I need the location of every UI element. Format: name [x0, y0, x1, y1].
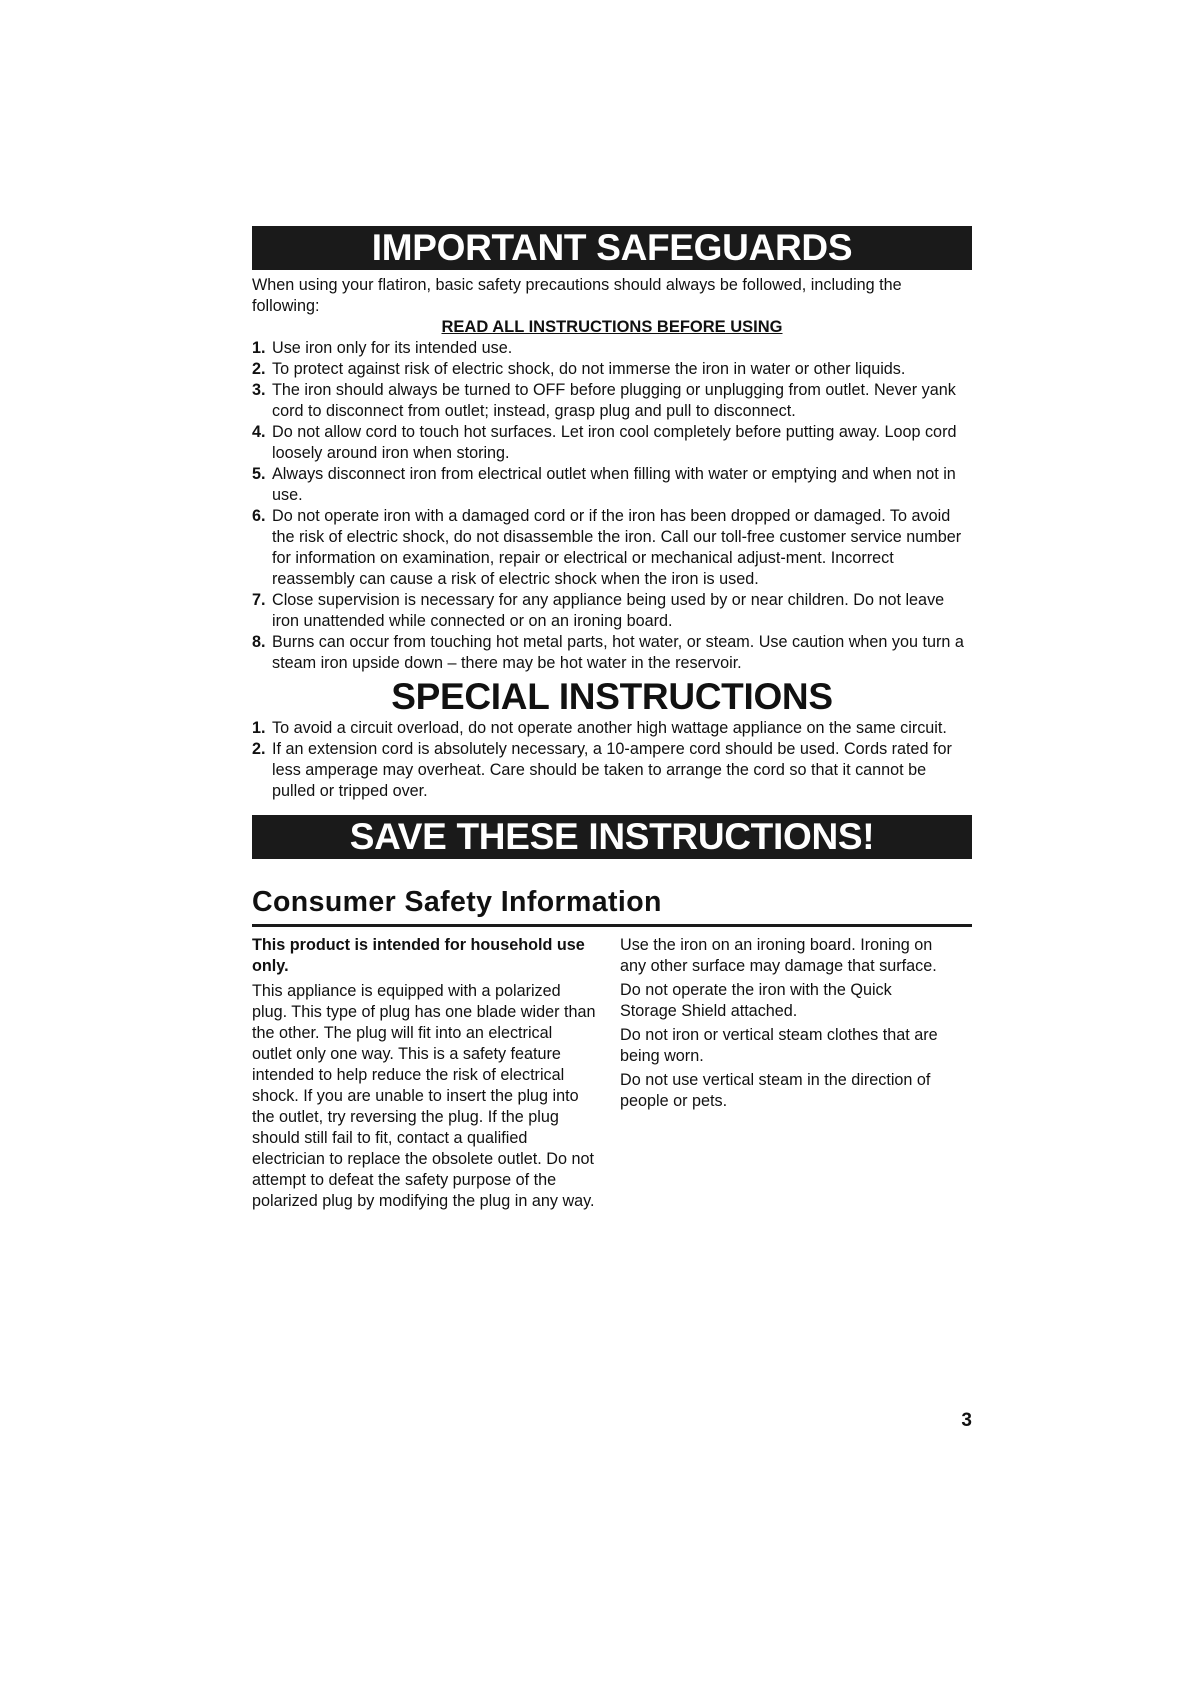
item-number: 4.: [252, 423, 266, 441]
consumer-safety-columns: [252, 935, 972, 1215]
item-number: 2.: [252, 740, 266, 758]
item-text: Do not allow cord to touch hot surfaces. Let iron cool completely before putting away. Loop cord loosely around iron when storing.: [272, 423, 957, 462]
safeguard-item: [252, 632, 972, 674]
safety-paragraph: Do not operate the iron with the Quick Storage Shield attached.: [620, 981, 892, 1020]
consumer-safety-title: Consumer Safety Information: [252, 885, 972, 927]
safeguard-item: [252, 590, 972, 632]
save-instructions-banner: SAVE THESE INSTRUCTIONS!: [252, 815, 972, 859]
safeguards-intro: When using your flatiron, basic safety precautions should always be followed, including the following:: [252, 276, 902, 315]
item-number: 8.: [252, 633, 266, 651]
safeguard-item: [252, 359, 972, 380]
item-text: Close supervision is necessary for any appliance being used by or near children. Do not leave iron unattended while connected or on an ironing board.: [272, 591, 945, 630]
safety-paragraph: Use the iron on an ironing board. Ironing on any other surface may damage that surface.: [620, 936, 937, 975]
item-number: 2.: [252, 360, 266, 378]
special-instruction-item: [252, 739, 972, 802]
safeguard-item: [252, 464, 972, 506]
safety-paragraph: Do not iron or vertical steam clothes that are being worn.: [620, 1026, 938, 1065]
special-instruction-item: [252, 718, 972, 739]
consumer-safety-right-column: [620, 935, 950, 1215]
item-text: Do not operate iron with a damaged cord or if the iron has been dropped or damaged. To avoid the risk of electric shock, do not disassemble the iron. Call our toll-free customer service number for information on examination, repair or electrical or mechanical adjust-ment. Incorrect reassembly can cause a risk of electric shock when the iron is used.: [272, 507, 962, 588]
special-instructions-heading: SPECIAL INSTRUCTIONS: [391, 676, 833, 717]
item-text: To avoid a circuit overload, do not operate another high wattage appliance on the same circuit.: [272, 719, 947, 737]
item-number: 1.: [252, 719, 266, 737]
item-text: The iron should always be turned to OFF before plugging or unplugging from outlet. Never yank cord to disconnect from outlet; instead, grasp plug and pull to disconnect.: [272, 381, 956, 420]
item-number: 5.: [252, 465, 266, 483]
safeguards-list: [252, 338, 972, 674]
safety-paragraph: Do not use vertical steam in the direction of people or pets.: [620, 1071, 931, 1110]
item-number: 3.: [252, 381, 266, 399]
consumer-safety-left-column: [252, 935, 596, 1215]
safeguard-item: [252, 506, 972, 590]
special-instructions-list: [252, 718, 972, 802]
manual-page: [252, 226, 972, 1215]
item-number: 6.: [252, 507, 266, 525]
household-use-note: This product is intended for household use only.: [252, 936, 585, 975]
read-all-instructions-heading: READ ALL INSTRUCTIONS BEFORE USING: [441, 318, 783, 336]
item-text: If an extension cord is absolutely necessary, a 10-ampere cord should be used. Cords rated for less amperage may overheat. Care should be taken to arrange the cord so that it cannot be pulled or tripped over.: [272, 740, 952, 800]
item-text: Burns can occur from touching hot metal parts, hot water, or steam. Use caution when you turn a steam iron upside down – there may be hot water in the reservoir.: [272, 633, 964, 672]
safeguard-item: [252, 422, 972, 464]
page-number: 3: [961, 1410, 972, 1431]
item-text: Use iron only for its intended use.: [272, 339, 513, 357]
safeguard-item: [252, 338, 972, 359]
safeguard-item: [252, 380, 972, 422]
item-text: To protect against risk of electric shock, do not immerse the iron in water or other liquids.: [272, 360, 906, 378]
item-number: 1.: [252, 339, 266, 357]
item-text: Always disconnect iron from electrical outlet when filling with water or emptying and when not in use.: [272, 465, 956, 504]
item-number: 7.: [252, 591, 266, 609]
important-safeguards-banner: IMPORTANT SAFEGUARDS: [252, 226, 972, 270]
polarized-plug-paragraph: This appliance is equipped with a polarized plug. This type of plug has one blade wider than the other. The plug will fit into an electrical outlet only one way. This is a safety feature intended to help reduce the risk of electrical shock. If you are unable to insert the plug into the outlet, try reversing the plug. If the plug should still fail to fit, contact a qualified electrician to replace the obsolete outlet. Do not attempt to defeat the safety purpose of the polarized plug by modifying the plug in any way.: [252, 982, 596, 1210]
